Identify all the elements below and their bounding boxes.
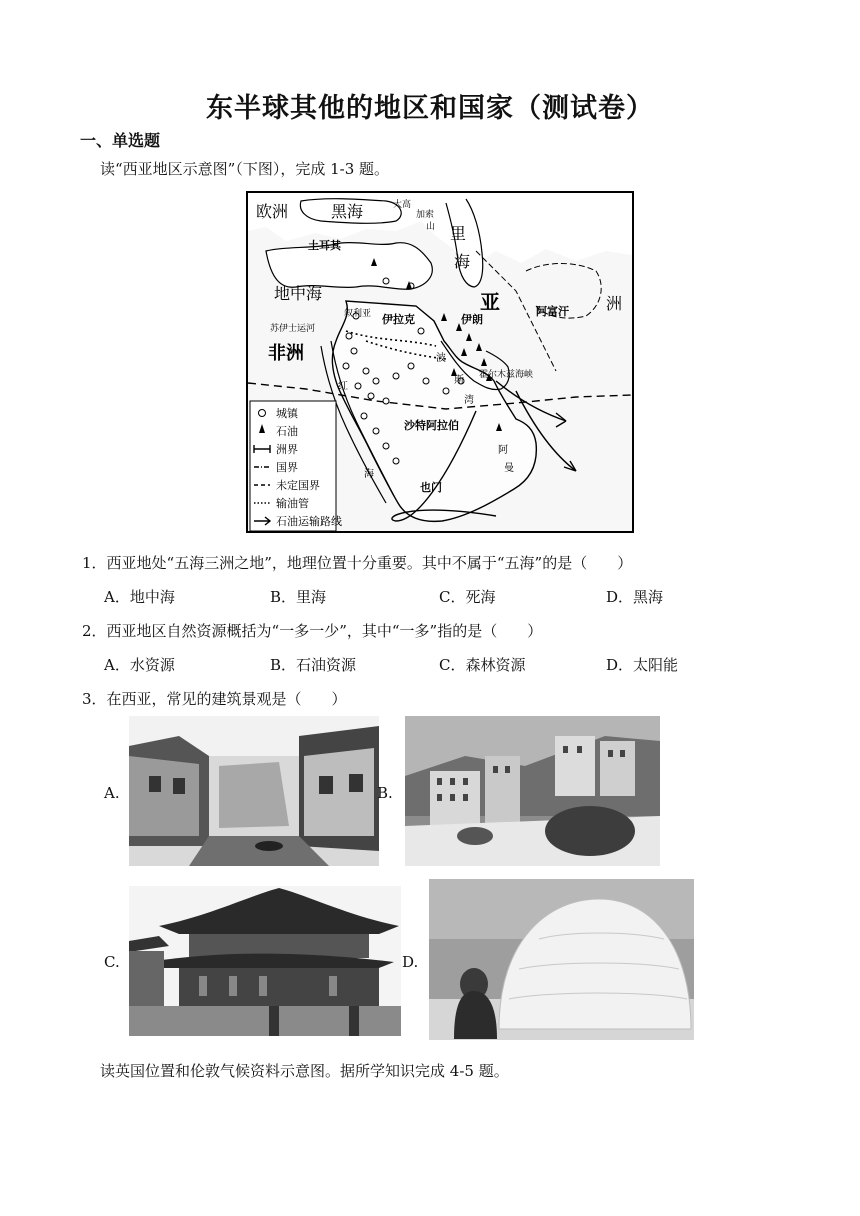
legend-town: 城镇 [276, 407, 298, 420]
q2-option-a[interactable]: A．水资源 [104, 656, 175, 674]
map-label-red-1: 红 [338, 381, 348, 392]
map-label-suez: 苏伊士运河 [270, 324, 316, 334]
q2-option-d[interactable]: D．太阳能 [606, 656, 679, 674]
map-label-asia: 亚 [480, 290, 500, 314]
map-label-syria: 叙利亚 [344, 309, 372, 319]
q3-option-c[interactable]: C. [104, 953, 120, 971]
map-label-asia-zhou: 洲 [606, 294, 623, 313]
intro-text-4-5: 读英国位置和伦敦气候资料示意图。据所学知识完成 4-5 题。 [100, 1062, 509, 1080]
map-label-oman-2: 曼 [504, 463, 514, 474]
map-label-turkey: 土耳其 [308, 239, 341, 252]
legend-oil-route: 石油运输路线 [276, 515, 342, 528]
q3-option-d[interactable]: D. [402, 953, 419, 971]
legend-pipeline: 输油管 [276, 497, 309, 510]
section-heading: 一、单选题 [80, 131, 161, 150]
map-label-africa: 非洲 [268, 343, 304, 364]
legend-undetermined-border: 未定国界 [276, 479, 320, 492]
map-label-iran: 伊朗 [461, 313, 483, 326]
map-label-saudi: 沙特阿拉伯 [404, 419, 459, 432]
photo-mudbrick-towers [405, 716, 660, 866]
map-label-afghanistan: 阿富汗 [536, 305, 569, 318]
map-label-caspian-1: 里 [450, 224, 467, 243]
intro-text: 读“西亚地区示意图”（下图），完成 1-3 题。 [100, 160, 390, 178]
map-label-red-2: 海 [364, 469, 374, 480]
photo-igloo [429, 879, 694, 1040]
map-label-yemen: 也门 [420, 481, 442, 494]
map-label-iraq: 伊拉克 [382, 313, 415, 326]
legend-continent-border: 洲界 [276, 443, 298, 456]
q1-option-d[interactable]: D．黑海 [606, 588, 664, 606]
map-label-caspian-2: 海 [454, 252, 471, 271]
legend-oil: 石油 [276, 425, 298, 438]
q2-option-c[interactable]: C．森林资源 [439, 656, 526, 674]
q3-option-b[interactable]: B. [377, 784, 393, 802]
legend-country-border: 国界 [276, 461, 298, 474]
map-label-europe: 欧洲 [256, 202, 289, 221]
map-label-black-sea: 黑海 [331, 202, 364, 221]
question-2-stem: 2．西亚地区自然资源概括为“一多一少”，其中“一多”指的是（ ） [82, 622, 543, 640]
west-asia-map [246, 191, 634, 533]
question-1-stem: 1．西亚地处“五海三洲之地”，地理位置十分重要。其中不属于“五海”的是（ ） [82, 554, 633, 572]
question-3-stem: 3．在西亚，常见的建筑景观是（ ） [82, 690, 347, 708]
map-label-greater-caucasus: 大高 [393, 200, 412, 210]
q3-option-a[interactable]: A. [104, 784, 120, 802]
map-label-mediterranean: 地中海 [274, 284, 323, 303]
photo-water-town [129, 716, 379, 866]
photo-wooden-pavilion [129, 886, 401, 1036]
map-label-caucasus: 加索 [416, 210, 435, 220]
map-label-persian-2: 斯 [454, 375, 464, 386]
map-label-oman-1: 阿 [498, 445, 508, 456]
page-title: 东半球其他的地区和国家（测试卷） [206, 93, 654, 124]
q1-option-a[interactable]: A．地中海 [104, 588, 175, 606]
q1-option-b[interactable]: B．里海 [270, 588, 327, 606]
q1-option-c[interactable]: C．死海 [439, 588, 496, 606]
map-label-mountains: 山 [426, 222, 436, 232]
map-label-persian-1: 波 [436, 353, 446, 364]
q2-option-b[interactable]: B．石油资源 [270, 656, 357, 674]
map-label-hormuz: 霍尔木兹海峡 [479, 370, 534, 380]
map-label-persian-3: 湾 [464, 395, 474, 406]
